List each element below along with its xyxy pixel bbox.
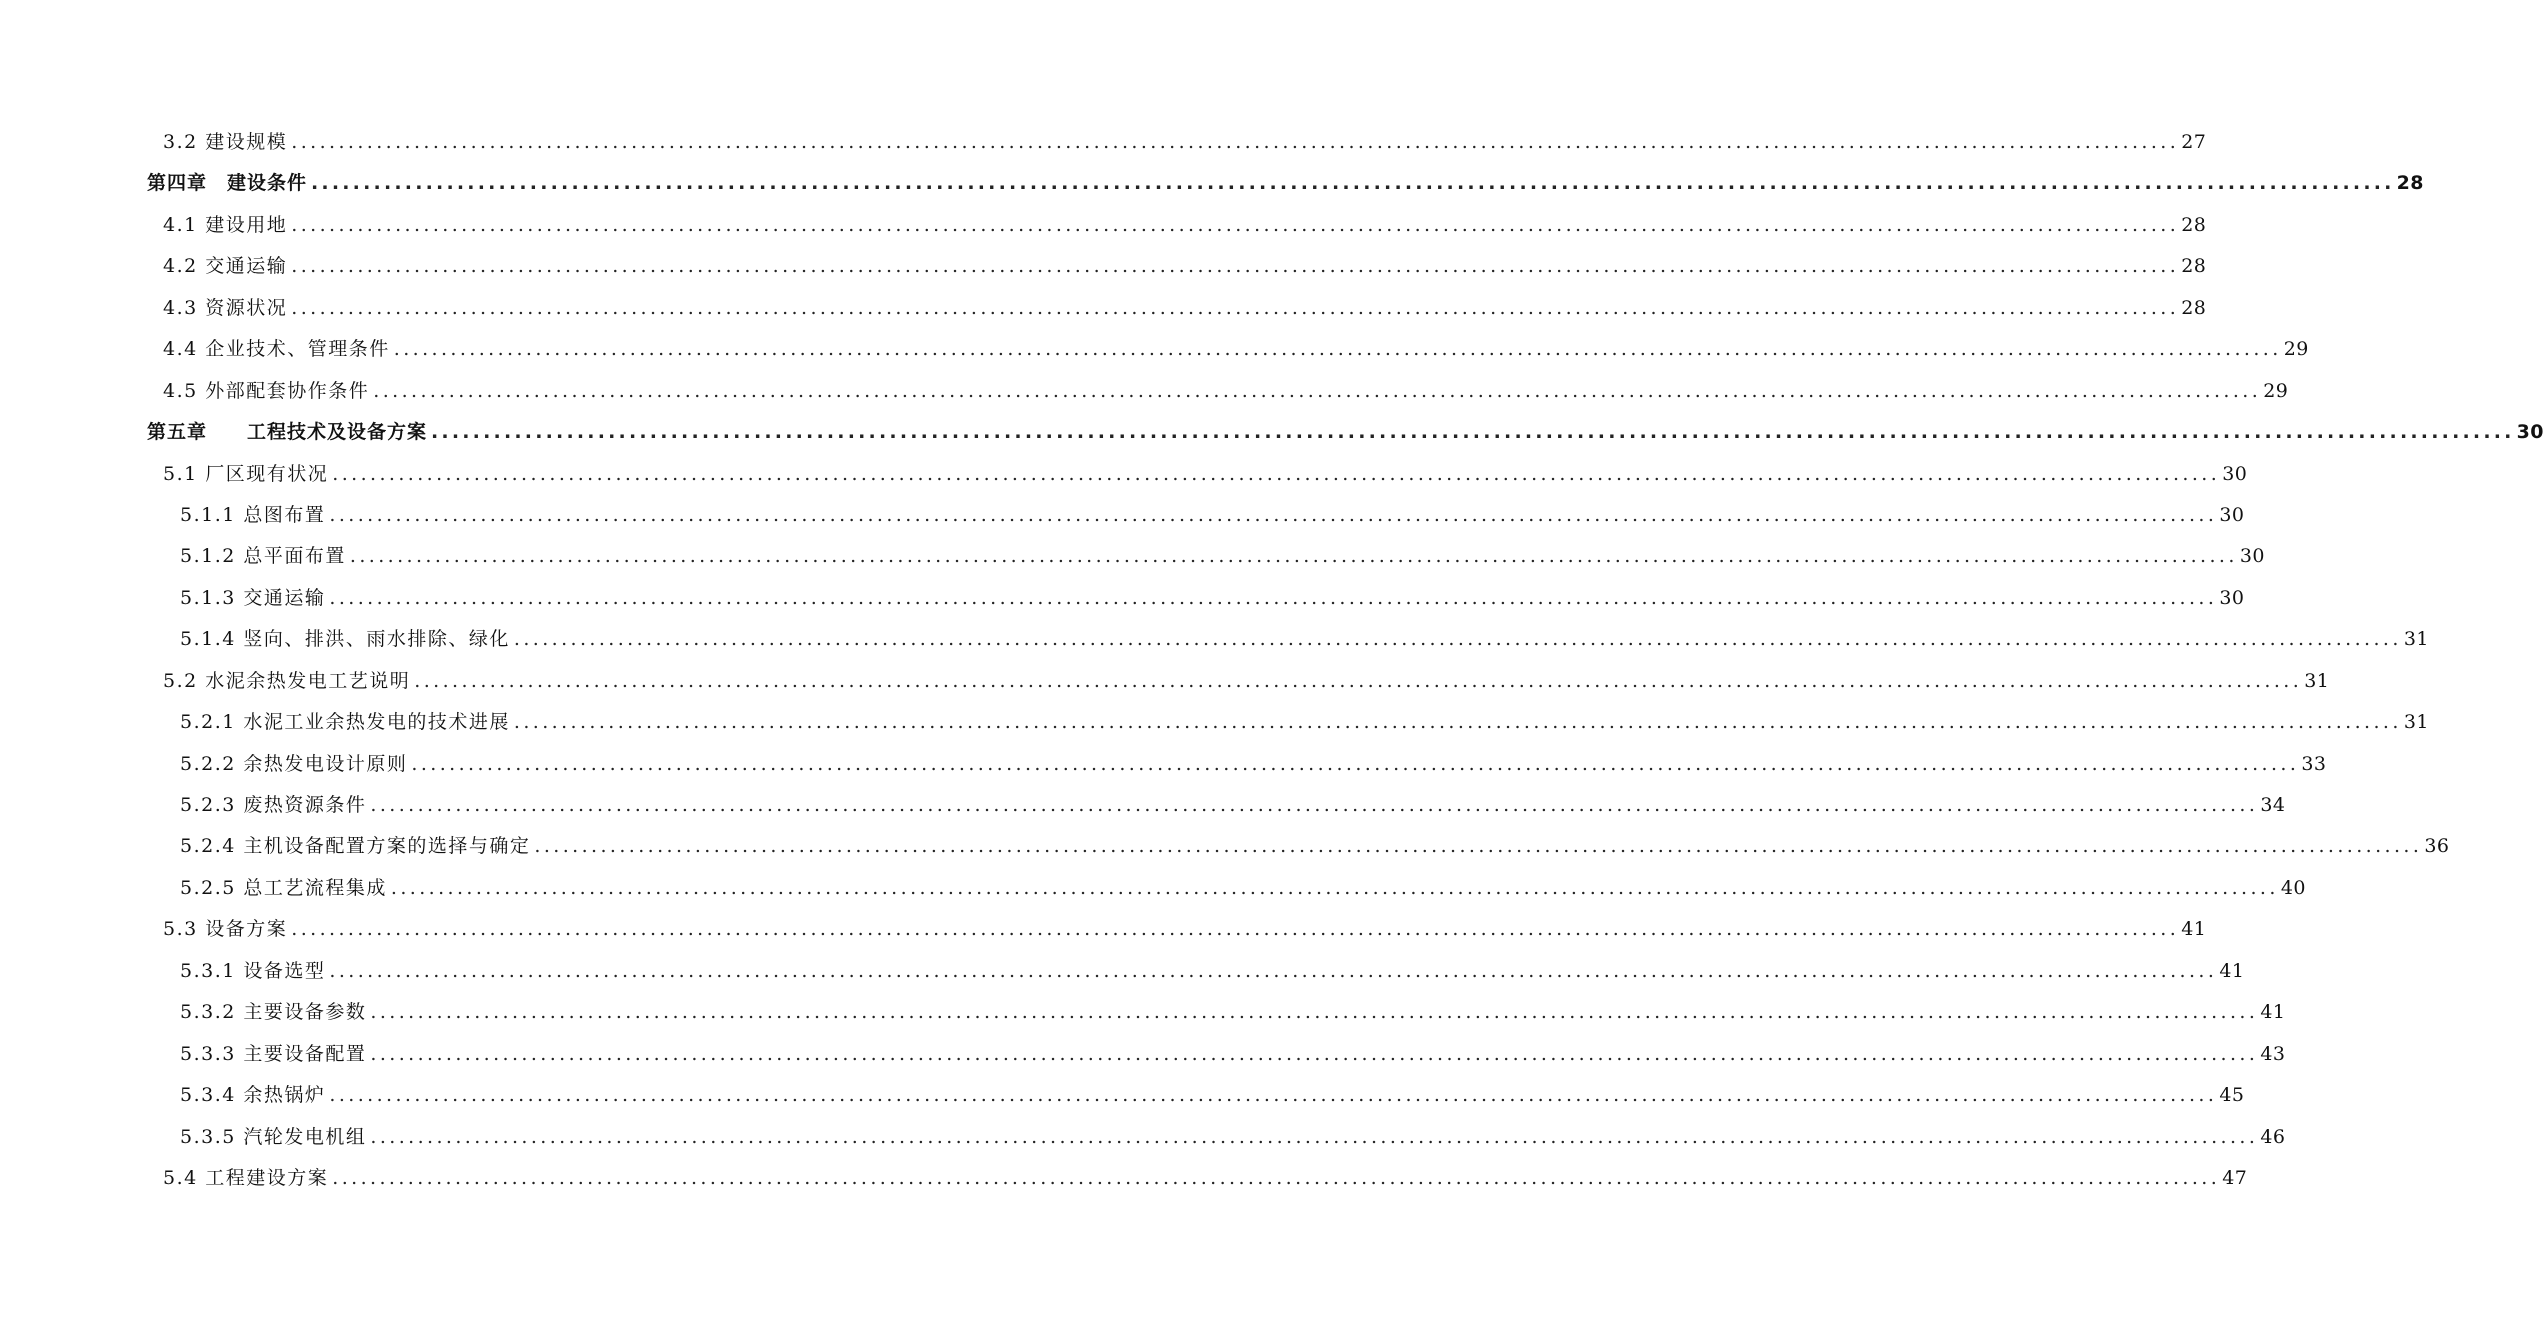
toc-dot-leader: ........................................................................................................................................................................................................ [513,628,2402,651]
toc-dot-leader: ........................................................................................................................................................................................................ [513,711,2402,734]
toc-entry-line [163,1163,2248,1190]
toc-page-number: 28 [2181,213,2207,236]
toc-entry-title: 5.1.1 总图布置 [180,503,326,526]
toc-entry-chapter[interactable] [0,160,2425,201]
toc-entry-sub[interactable] [0,989,2286,1030]
toc-entry-title: 5.3.5 汽轮发电机组 [180,1125,367,1148]
toc-dot-leader: ........................................................................................................................................................................................................ [373,379,2262,402]
toc-entry-line [180,541,2265,568]
toc-entry-sub[interactable] [0,741,2327,782]
toc-page-number: 41 [2219,959,2245,982]
toc-entry-section[interactable] [0,326,2309,367]
toc-page-number: 28 [2181,255,2207,278]
toc-dot-leader: ........................................................................................................................................................................................................ [291,213,2180,236]
toc-entry-title: 5.3.2 主要设备参数 [180,1001,367,1024]
toc-dot-leader: ........................................................................................................................................................................................................ [431,421,2515,444]
toc-page-number: 40 [2280,876,2306,899]
toc-dot-leader: ........................................................................................................................................................................................................ [414,669,2303,692]
toc-dot-leader: ........................................................................................................................................................................................................ [390,876,2279,899]
toc-entry-sub[interactable] [0,948,2245,989]
toc-entry-line [163,293,2207,320]
toc-entry-sub[interactable] [0,699,2429,740]
toc-page-number: 28 [2181,296,2207,319]
toc-entry-title: 5.3.4 余热锅炉 [180,1084,326,1107]
toc-entry-line [147,168,2425,195]
toc-page-number: 28 [2396,172,2425,195]
toc-entry-title: 4.4 企业技术、管理条件 [163,338,390,361]
toc-dot-leader: ........................................................................................................................................................................................................ [329,1084,2218,1107]
toc-page-number: 41 [2260,1001,2286,1024]
toc-page-number: 31 [2403,628,2429,651]
toc-entry-section[interactable] [0,285,2207,326]
toc-entry-title: 4.2 交通运输 [163,255,288,278]
toc-entry-title: 5.2 水泥余热发电工艺说明 [163,669,411,692]
toc-entry-section[interactable] [0,368,2289,409]
toc-entry-title: 5.2.1 水泥工业余热发电的技术进展 [180,711,510,734]
toc-entry-sub[interactable] [0,1072,2245,1113]
toc-entry-title: 5.3.1 设备选型 [180,959,326,982]
toc-entry-section[interactable] [0,119,2207,160]
toc-dot-leader: ........................................................................................................................................................................................................ [291,131,2180,153]
toc-page-number: 47 [2222,1166,2248,1189]
toc-dot-leader: ........................................................................................................................................................................................................ [291,296,2180,319]
toc-entry-line [180,831,2450,858]
toc-dot-leader: ........................................................................................................................................................................................................ [370,794,2259,816]
toc-entry-line [180,997,2286,1024]
toc-page-number: 30 [2516,421,2544,444]
toc-entry-line [163,210,2207,237]
toc-entry-sub[interactable] [0,782,2286,823]
toc-entry-line [180,583,2245,610]
toc-entry-section[interactable] [0,906,2207,947]
toc-page-number: 41 [2181,918,2207,941]
toc-entry-title: 4.1 建设用地 [163,213,288,236]
toc-entry-line [180,707,2429,734]
toc-entry-section[interactable] [0,1155,2248,1196]
toc-entry-line [163,251,2207,278]
toc-dot-leader: ........................................................................................................................................................................................................ [534,835,2423,858]
toc-entry-section[interactable] [0,202,2207,243]
toc-entry-title: 第五章 工程技术及设备方案 [147,421,428,444]
toc-entry-title: 5.2.2 余热发电设计原则 [180,752,408,775]
toc-entry-section[interactable] [0,658,2330,699]
toc-dot-leader: ........................................................................................................................................................................................................ [329,586,2218,609]
toc-entry-line [180,1122,2286,1149]
toc-page-number: 31 [2304,669,2330,692]
toc-page-number: 27 [2181,131,2207,153]
toc-entry-line [180,790,2286,817]
toc-entry-line [163,127,2207,154]
toc-entry-chapter[interactable] [0,409,2544,450]
toc-entry-line [147,417,2544,444]
toc-entry-line [163,666,2330,693]
toc-dot-leader: ........................................................................................................................................................................................................ [411,752,2300,775]
toc-dot-leader: ........................................................................................................................................................................................................ [370,1125,2259,1148]
toc-dot-leader: ........................................................................................................................................................................................................ [370,1001,2259,1024]
toc-page-number: 33 [2301,752,2327,775]
toc-entry-section[interactable] [0,243,2207,284]
table-of-contents [0,119,2544,1196]
toc-entry-line [163,334,2309,361]
toc-entry-title: 3.2 建设规模 [163,131,288,153]
toc-page-number: 34 [2260,794,2286,816]
toc-entry-title: 5.1.3 交通运输 [180,586,326,609]
toc-entry-title: 5.2.4 主机设备配置方案的选择与确定 [180,835,531,858]
toc-dot-leader: ........................................................................................................................................................................................................ [370,1042,2259,1065]
toc-entry-title: 5.3.3 主要设备配置 [180,1042,367,1065]
toc-page-number: 29 [2283,338,2309,361]
toc-page-number: 43 [2260,1042,2286,1065]
toc-entry-sub[interactable] [0,492,2245,533]
toc-page-number: 36 [2424,835,2450,858]
toc-page-number: 30 [2219,586,2245,609]
toc-page-number: 29 [2263,379,2289,402]
toc-page-number: 31 [2403,711,2429,734]
toc-entry-title: 5.1.4 竖向、排洪、雨水排除、绿化 [180,628,510,651]
toc-entry-line [180,1080,2245,1107]
toc-entry-title: 4.5 外部配套协作条件 [163,379,370,402]
toc-dot-leader: ........................................................................................................................................................................................................ [349,545,2238,568]
toc-entry-line [180,956,2245,983]
toc-entry-title: 4.3 资源状况 [163,296,288,319]
toc-entry-line [180,1039,2286,1066]
toc-entry-sub[interactable] [0,533,2265,574]
toc-entry-title: 5.2.3 废热资源条件 [180,794,367,816]
toc-entry-sub[interactable] [0,575,2245,616]
toc-entry-line [180,873,2306,900]
toc-entry-line [163,376,2289,403]
toc-entry-line [163,914,2207,941]
toc-dot-leader: ........................................................................................................................................................................................................ [332,462,2221,485]
toc-entry-title: 5.3 设备方案 [163,918,288,941]
toc-dot-leader: ........................................................................................................................................................................................................ [291,255,2180,278]
toc-dot-leader: ........................................................................................................................................................................................................ [329,503,2218,526]
toc-entry-line [180,624,2429,651]
toc-entry-sub[interactable] [0,1114,2286,1155]
toc-entry-title: 5.1 厂区现有状况 [163,462,329,485]
toc-page-number: 46 [2260,1125,2286,1148]
toc-entry-line [180,500,2245,527]
toc-entry-section[interactable] [0,451,2248,492]
toc-page-number: 45 [2219,1084,2245,1107]
toc-entry-title: 5.1.2 总平面布置 [180,545,346,568]
toc-entry-title: 5.4 工程建设方案 [163,1166,329,1189]
toc-dot-leader: ........................................................................................................................................................................................................ [332,1166,2221,1189]
toc-page-number: 30 [2239,545,2265,568]
toc-page-number: 30 [2222,462,2248,485]
toc-dot-leader: ........................................................................................................................................................................................................ [329,959,2218,982]
toc-entry-sub[interactable] [0,865,2306,906]
toc-entry-sub[interactable] [0,616,2429,657]
toc-entry-sub[interactable] [0,1031,2286,1072]
toc-dot-leader: ........................................................................................................................................................................................................ [393,338,2282,361]
toc-entry-title: 第四章 建设条件 [147,172,308,195]
toc-page-number: 30 [2219,503,2245,526]
toc-entry-sub[interactable] [0,823,2450,864]
toc-entry-line [163,459,2248,486]
toc-entry-title: 5.2.5 总工艺流程集成 [180,876,387,899]
toc-dot-leader: ........................................................................................................................................................................................................ [291,918,2180,941]
toc-entry-line [180,749,2327,776]
toc-dot-leader: ........................................................................................................................................................................................................ [311,172,2395,195]
